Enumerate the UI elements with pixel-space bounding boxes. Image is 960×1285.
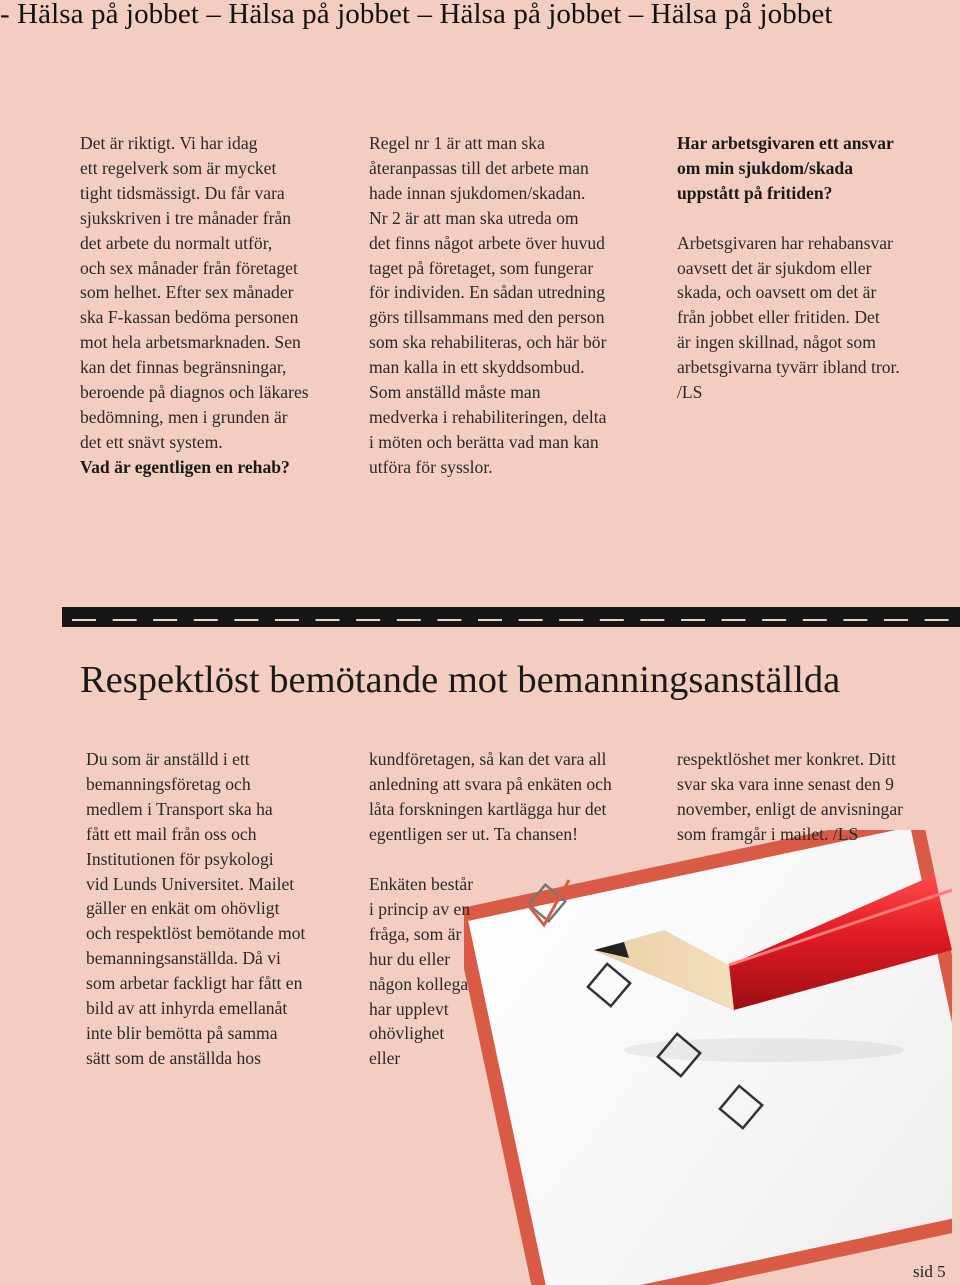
- text-line: medverka i rehabiliteringen, delta: [369, 406, 607, 427]
- text-line: Regel nr 1 är att man ska: [369, 133, 545, 153]
- text-line: eller: [369, 1048, 401, 1069]
- dash-segment: [640, 619, 664, 621]
- dash-segment: [681, 619, 705, 621]
- text-line: fått ett mail från oss och: [86, 823, 257, 844]
- text-line: bild av att inhyrda emellanåt: [86, 998, 288, 1019]
- dash-segment: [559, 619, 583, 621]
- dash-segment: [437, 619, 461, 621]
- article-column-3: [677, 131, 952, 405]
- col2-lines: [369, 131, 659, 480]
- article-column-2: [369, 131, 659, 480]
- text-line: det finns något arbete över huvud: [369, 232, 605, 253]
- text-line: fråga, som är: [369, 923, 462, 944]
- question-heading: [677, 131, 952, 206]
- text-line: görs tillsammans med den person: [369, 307, 605, 328]
- article-column-1: [80, 131, 360, 480]
- dash-segment: [843, 619, 867, 621]
- article2-column-3: [677, 747, 952, 847]
- text-line: hur du eller: [369, 948, 451, 969]
- dash-segment: [803, 619, 827, 621]
- text-line: om min sjukdom/skada: [677, 157, 853, 178]
- text-line: för individen. En sådan utredning: [369, 282, 605, 303]
- section-divider: [62, 607, 960, 627]
- text-line: någon kollega: [369, 973, 469, 994]
- dash-segment: [397, 619, 421, 621]
- dash-segment: [356, 619, 380, 621]
- text-line: utföra för sysslor.: [369, 456, 493, 477]
- article2-col2-bottom-lines: [369, 872, 499, 1071]
- text-line: november, enligt de anvisningar: [677, 798, 903, 819]
- dash-segment: [275, 619, 299, 621]
- page-number: sid 5: [913, 1262, 946, 1281]
- text-line: taget på företaget, som fungerar: [369, 257, 594, 278]
- text-line: kan det finnas begränsningar,: [80, 357, 287, 378]
- text-line: bemanningsföretag och: [86, 773, 251, 794]
- dash-segment: [884, 619, 908, 621]
- text-line: inte blir bemötta på samma: [86, 1022, 278, 1043]
- article2-column-1: [86, 747, 358, 1071]
- dash-segment: [600, 619, 624, 621]
- text-line: ett regelverk som är mycket: [80, 157, 277, 178]
- text-line: är ingen skillnad, något som: [677, 332, 876, 353]
- pencil-checkbox-photo: [464, 830, 952, 1285]
- text-line: som ska rehabiliteras, och här bör: [369, 332, 607, 353]
- answer-text: [677, 231, 952, 405]
- dash-segment: [153, 619, 177, 621]
- text-line: oavsett det är sjukdom eller: [677, 257, 872, 278]
- text-line: mot hela arbetsmarknaden. Sen: [80, 332, 301, 353]
- text-line: egentligen ser ut. Ta chansen!: [369, 823, 579, 844]
- dash-segment: [72, 619, 96, 621]
- text-line: tight tidsmässigt. Du får vara: [80, 182, 285, 203]
- dash-pattern: [62, 607, 960, 627]
- dash-segment: [234, 619, 258, 621]
- text-line: Det är riktigt. Vi har idag: [80, 133, 258, 153]
- dash-segment: [519, 619, 543, 621]
- dash-segment: [113, 619, 137, 621]
- text-line: Institutionen för psykologi: [86, 848, 274, 869]
- text-line: som framgår i mailet. /LS: [677, 823, 859, 844]
- text-line: och respektlöst bemötande mot: [86, 923, 306, 944]
- text-line: från jobbet eller fritiden. Det: [677, 307, 880, 328]
- text-line: man kalla in ett skyddsombud.: [369, 357, 585, 378]
- article-title: Respektlöst bemötande mot bemanningsanställda: [80, 659, 841, 701]
- text-line: bemanningsanställda. Då vi: [86, 948, 281, 969]
- text-line: och sex månader från företaget: [80, 257, 298, 278]
- text-line: i möten och berätta vad man kan: [369, 431, 599, 452]
- text-line: anledning att svara på enkäten och: [369, 773, 612, 794]
- dash-segment: [762, 619, 786, 621]
- article2-col1-lines: [86, 747, 358, 1071]
- text-line: i princip av en: [369, 898, 471, 919]
- text-line: Arbetsgivaren har rehabansvar: [677, 232, 893, 253]
- text-line: respektlöshet mer konkret. Ditt: [677, 749, 896, 769]
- text-line: kundföretagen, så kan det vara all: [369, 749, 607, 769]
- text-line: återanpassas till det arbete man: [369, 157, 589, 178]
- text-line: det arbete du normalt utför,: [80, 232, 273, 253]
- text-line: har upplevt: [369, 998, 449, 1019]
- text-line: som helhet. Efter sex månader: [80, 282, 294, 303]
- text-line: beroende på diagnos och läkares: [80, 382, 309, 403]
- text-line: Enkäten består: [369, 874, 474, 894]
- text-line: hade innan sjukdomen/skadan.: [369, 182, 586, 203]
- text-line: som arbetar fackligt har fått en: [86, 973, 303, 994]
- text-line: det ett snävt system.: [80, 431, 223, 452]
- text-line: arbetsgivarna tyvärr ibland tror.: [677, 357, 900, 378]
- text-line: sätt som de anställda hos: [86, 1047, 261, 1068]
- text-line: svar ska vara inne senast den 9: [677, 773, 894, 794]
- text-line: ohövlighet: [369, 1023, 445, 1044]
- dash-segment: [478, 619, 502, 621]
- text-line: /LS: [677, 382, 703, 403]
- article2-column-2-bottom: [369, 872, 499, 1071]
- text-line: uppstått på fritiden?: [677, 182, 833, 203]
- article2-col3-lines: [677, 747, 952, 847]
- text-line: vid Lunds Universitet. Mailet: [86, 873, 295, 894]
- text-line: gäller en enkät om ohövligt: [86, 898, 280, 919]
- text-line: Som anställd måste man: [369, 382, 541, 403]
- dash-segment: [316, 619, 340, 621]
- dash-segment: [194, 619, 218, 621]
- text-line: Du som är anställd i ett: [86, 749, 250, 769]
- text-line: sjukskriven i tre månader från: [80, 207, 292, 228]
- running-header: - Hälsa på jobbet – Hälsa på jobbet – Hälsa på jobbet – Hälsa på jobbet: [0, 0, 833, 30]
- text-line: medlem i Transport ska ha: [86, 798, 273, 819]
- text-line: ska F-kassan bedöma personen: [80, 307, 299, 328]
- subheading: Vad är egentligen en rehab?: [80, 456, 290, 477]
- text-line: skada, och oavsett om det är: [677, 282, 877, 303]
- text-line: Har arbetsgivaren ett ansvar: [677, 133, 894, 153]
- dash-segment: [722, 619, 746, 621]
- text-line: Nr 2 är att man ska utreda om: [369, 207, 579, 228]
- col1-lines: [80, 131, 360, 455]
- dash-segment: [925, 619, 949, 621]
- text-line: låta forskningen kartlägga hur det: [369, 798, 607, 819]
- text-line: bedömning, men i grunden är: [80, 406, 288, 427]
